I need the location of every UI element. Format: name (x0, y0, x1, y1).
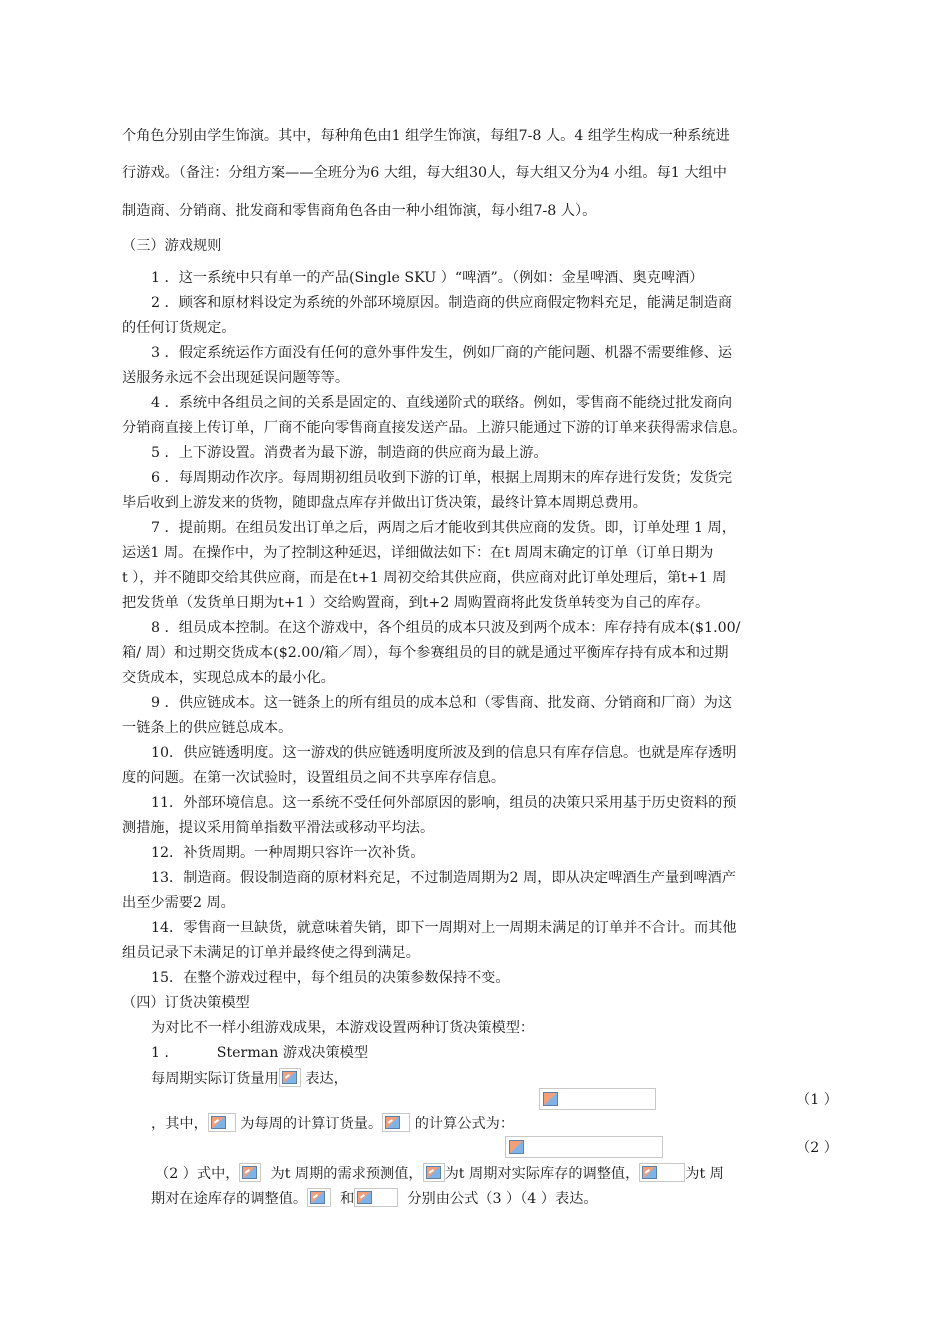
rule-line: 送服务永远不会出现延误问题等等。 (122, 370, 350, 386)
rule-line: 毕后收到上游发来的货物，随即盘点库存并做出订货决策，最终计算本周期总费用。 (122, 495, 647, 511)
rule-line: 分销商直接上传订单，厂商不能向零售商直接发送产品。上游只能通过下游的订单来获得需求信息。 (122, 420, 747, 436)
rule-line: 10．供应链透明度。这一游戏的供应链透明度所波及到的信息只有库存信息。也就是库存透明 (151, 745, 737, 761)
equation-1-image (539, 1088, 656, 1110)
model-1-title: Sterman 游戏决策模型 (216, 1045, 369, 1061)
where-line: ，其中， 为每周的计算订货量。 的计算公式为： (151, 1113, 841, 1134)
rule-line: 15．在整个游戏过程中，每个组员的决策参数保持不变。 (151, 970, 510, 986)
rule-line: 3 ．假定系统运作方面没有任何的意外事件发生，例如厂商的产能问题、机器不需要维修、运 (151, 345, 733, 361)
formula-image-icon (639, 1163, 685, 1182)
rule-line: 4 ．系统中各组员之间的关系是固定的、直线递阶式的联络。例如，零售商不能绕过批发商向 (151, 395, 733, 411)
formula-image-icon (509, 1140, 524, 1154)
equation-2-explain-line: （2 ）式中， 为t 周期的需求预测值， 为t 周期对实际库存的调整值， 为t 周 (155, 1163, 845, 1184)
rule-line: t ），并不随即交给其供应商，而是在t+1 周初交给其供应商，供应商对此订单处理后，第t+1 周 (122, 570, 727, 586)
rule-line: 7 ．提前期。在组员发出订单之后，两周之后才能收到其供应商的发货。即，订单处理 1 周， (151, 520, 736, 536)
section-heading-models: （四）订货决策模型 (122, 995, 250, 1011)
formula-image-icon (279, 1068, 301, 1087)
rule-line: 组员记录下未满足的订单并最终使之得到满足。 (122, 945, 420, 961)
intro-line-1: 个角色分别由学生饰演。其中，每种角色由1 组学生饰演，每组7-8 人。4 组学生构成一种系统进 (122, 128, 730, 144)
formula-image-icon (423, 1163, 445, 1182)
equation-2-image (505, 1136, 663, 1158)
section-heading-rules: （三）游戏规则 (122, 238, 222, 254)
rule-line: 12．补货周期。一种周期只容许一次补货。 (151, 845, 425, 861)
formula-image-icon (354, 1188, 398, 1207)
models-intro: 为对比不一样小组游戏成果，本游戏设置两种订货决策模型： (151, 1020, 535, 1036)
rule-line: 度的问题。在第一次试验时，设置组员之间不共享库存信息。 (122, 770, 506, 786)
rule-line: 一链条上的供应链总成本。 (122, 720, 293, 736)
rule-line: 8 ．组员成本控制。在这个游戏中，各个组员的成本只波及到两个成本：库存持有成本($1.00/ (151, 620, 741, 636)
rule-line: 14．零售商一旦缺货，就意味着失销，即下一周期对上一周期未满足的订单并不合计。而其他 (151, 920, 737, 936)
formula-image-icon (239, 1163, 261, 1182)
rule-line: 13．制造商。假设制造商的原材料充足，不过制造周期为2 周，即从决定啤酒生产量到啤酒产 (151, 870, 736, 886)
rule-line: 交货成本，实现总成本的最小化。 (122, 670, 335, 686)
rule-line: 箱/ 周）和过期交货成本($2.00/箱／周），每个参赛组员的目的就是通过平衡库存持有成本和过期 (122, 645, 729, 661)
equation-refs-line: 期对在途库存的调整值。 和 分别由公式（3 ）（4 ）表达。 (151, 1188, 841, 1209)
rule-line: 的任何订货规定。 (122, 320, 236, 336)
order-quantity-line: 每周期实际订货量用 表达， (151, 1068, 841, 1089)
equation-2-number: （2 ） (796, 1140, 838, 1156)
rule-line: 5 ．上下游设置。消费者为最下游，制造商的供应商为最上游。 (151, 445, 548, 461)
model-1-title-line (151, 1043, 841, 1063)
rule-line: 11．外部环境信息。这一系统不受任何外部原因的影响，组员的决策只采用基于历史资料的预 (151, 795, 737, 811)
rule-line: 出至少需要2 周。 (122, 895, 235, 911)
rule-line: 把发货单（发货单日期为t+1 ）交给购置商，到t+2 周购置商将此发货单转变为自己的库存。 (122, 595, 710, 611)
model-1-number: 1 ． (151, 1045, 179, 1061)
rule-line: 运送1 周。在操作中，为了控制这种延迟，详细做法如下：在t 周周末确定的订单（订单日期为 (122, 545, 714, 561)
formula-image-icon (307, 1188, 331, 1207)
intro-line-3: 制造商、分销商、批发商和零售商角色各由一种小组饰演，每小组7-8 人）。 (122, 203, 597, 219)
formula-image-icon (543, 1092, 558, 1106)
rule-line: 测措施，提议采用简单指数平滑法或移动平均法。 (122, 820, 435, 836)
equation-1-number: （1 ） (796, 1092, 838, 1108)
formula-image-icon (208, 1113, 236, 1132)
rule-line: 6 ．每周期动作次序。每周期初组员收到下游的订单，根据上周期末的库存进行发货；发货完 (151, 470, 733, 486)
intro-line-2: 行游戏。（备注：分组方案——全班分为6 大组，每大组30人，每大组又分为4 小组。每1 大组中 (122, 165, 727, 181)
rule-line: 9 ．供应链成本。这一链条上的所有组员的成本总和（零售商、批发商、分销商和厂商）为这 (151, 695, 733, 711)
rule-line: 2 ．顾客和原材料设定为系统的外部环境原因。制造商的供应商假定物料充足，能满足制造商 (151, 295, 733, 311)
formula-image-icon (382, 1113, 410, 1132)
rule-line: 1 ．这一系统中只有单一的产品(Single SKU ）“啤酒”。（例如：金星啤酒、奥克啤酒） (151, 270, 704, 286)
